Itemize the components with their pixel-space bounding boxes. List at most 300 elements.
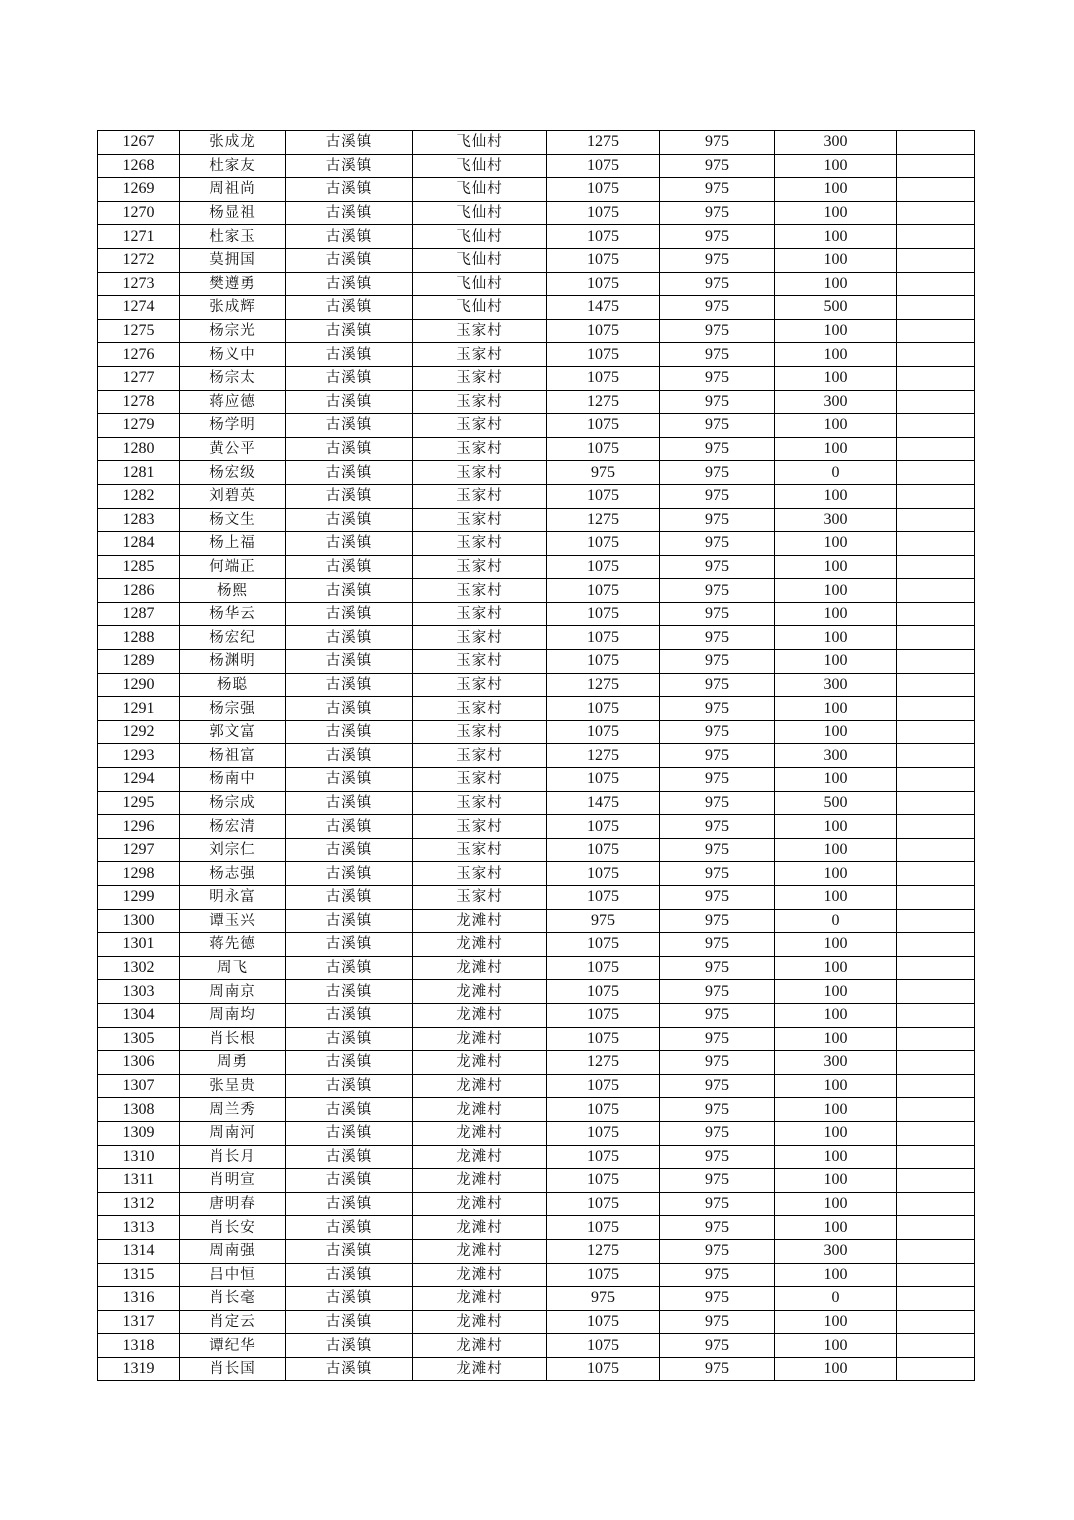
row-number-cell: 1287 [98,602,180,626]
row-number-cell: 1267 [98,131,180,155]
table-row [98,1239,975,1263]
amount-difference-cell: 0 [775,1287,897,1311]
remarks-cell [897,1051,975,1075]
village-cell: 龙滩村 [413,1263,547,1287]
row-number-cell: 1295 [98,791,180,815]
remarks-cell [897,1121,975,1145]
village-cell: 玉家村 [413,461,547,485]
amount-base-cell: 975 [660,673,775,697]
village-cell: 玉家村 [413,791,547,815]
row-number-cell: 1272 [98,248,180,272]
town-cell: 古溪镇 [286,343,413,367]
amount-base-cell: 975 [660,697,775,721]
person-name-cell: 肖明宣 [180,1169,286,1193]
amount-total-cell: 1075 [547,1310,660,1334]
amount-base-cell: 975 [660,602,775,626]
town-cell: 古溪镇 [286,1357,413,1381]
village-cell: 龙滩村 [413,1121,547,1145]
remarks-cell [897,956,975,980]
amount-total-cell: 1075 [547,178,660,202]
amount-base-cell: 975 [660,626,775,650]
table-row [98,414,975,438]
amount-difference-cell: 100 [775,366,897,390]
village-cell: 龙滩村 [413,909,547,933]
table-row [98,178,975,202]
amount-total-cell: 1075 [547,1121,660,1145]
village-cell: 龙滩村 [413,1145,547,1169]
person-name-cell: 刘宗仁 [180,838,286,862]
row-number-cell: 1290 [98,673,180,697]
amount-total-cell: 1075 [547,1027,660,1051]
amount-difference-cell: 100 [775,272,897,296]
amount-total-cell: 1075 [547,225,660,249]
amount-difference-cell: 100 [775,248,897,272]
village-cell: 龙滩村 [413,1239,547,1263]
person-name-cell: 杨聪 [180,673,286,697]
row-number-cell: 1283 [98,508,180,532]
village-cell: 飞仙村 [413,154,547,178]
person-name-cell: 周祖尚 [180,178,286,202]
amount-difference-cell: 100 [775,1192,897,1216]
table-row [98,1169,975,1193]
amount-total-cell: 1075 [547,862,660,886]
amount-base-cell: 975 [660,768,775,792]
amount-total-cell: 1075 [547,650,660,674]
amount-base-cell: 975 [660,1074,775,1098]
town-cell: 古溪镇 [286,296,413,320]
remarks-cell [897,461,975,485]
amount-base-cell: 975 [660,744,775,768]
town-cell: 古溪镇 [286,909,413,933]
town-cell: 古溪镇 [286,555,413,579]
table-row [98,602,975,626]
table-row [98,956,975,980]
town-cell: 古溪镇 [286,1239,413,1263]
person-name-cell: 肖长毫 [180,1287,286,1311]
amount-difference-cell: 100 [775,1216,897,1240]
amount-difference-cell: 100 [775,1145,897,1169]
amount-base-cell: 975 [660,1169,775,1193]
town-cell: 古溪镇 [286,579,413,603]
row-number-cell: 1314 [98,1239,180,1263]
person-name-cell: 杨显祖 [180,201,286,225]
amount-difference-cell: 100 [775,484,897,508]
remarks-cell [897,1003,975,1027]
row-number-cell: 1284 [98,532,180,556]
person-name-cell: 肖长月 [180,1145,286,1169]
remarks-cell [897,555,975,579]
village-cell: 玉家村 [413,720,547,744]
amount-difference-cell: 100 [775,1357,897,1381]
village-cell: 玉家村 [413,838,547,862]
table-row [98,1357,975,1381]
village-cell: 龙滩村 [413,956,547,980]
village-cell: 玉家村 [413,414,547,438]
town-cell: 古溪镇 [286,1192,413,1216]
person-name-cell: 杨志强 [180,862,286,886]
remarks-cell [897,296,975,320]
table-row [98,484,975,508]
town-cell: 古溪镇 [286,980,413,1004]
amount-total-cell: 1475 [547,791,660,815]
person-name-cell: 杨宗光 [180,319,286,343]
person-name-cell: 肖长安 [180,1216,286,1240]
table-row [98,768,975,792]
village-cell: 龙滩村 [413,1192,547,1216]
amount-total-cell: 1075 [547,980,660,1004]
town-cell: 古溪镇 [286,390,413,414]
person-name-cell: 周南京 [180,980,286,1004]
amount-difference-cell: 100 [775,1310,897,1334]
table-row [98,933,975,957]
town-cell: 古溪镇 [286,437,413,461]
person-name-cell: 莫拥国 [180,248,286,272]
person-name-cell: 周南强 [180,1239,286,1263]
amount-difference-cell: 100 [775,720,897,744]
village-cell: 玉家村 [413,602,547,626]
amount-difference-cell: 100 [775,532,897,556]
row-number-cell: 1278 [98,390,180,414]
person-name-cell: 刘碧英 [180,484,286,508]
remarks-cell [897,886,975,910]
row-number-cell: 1305 [98,1027,180,1051]
remarks-cell [897,626,975,650]
amount-difference-cell: 100 [775,1074,897,1098]
table-row [98,296,975,320]
row-number-cell: 1312 [98,1192,180,1216]
remarks-cell [897,437,975,461]
amount-difference-cell: 300 [775,131,897,155]
remarks-cell [897,1169,975,1193]
village-cell: 龙滩村 [413,1310,547,1334]
amount-base-cell: 975 [660,1003,775,1027]
town-cell: 古溪镇 [286,673,413,697]
amount-base-cell: 975 [660,272,775,296]
person-name-cell: 蒋应德 [180,390,286,414]
table-row [98,626,975,650]
town-cell: 古溪镇 [286,650,413,674]
table-row [98,815,975,839]
row-number-cell: 1293 [98,744,180,768]
town-cell: 古溪镇 [286,886,413,910]
village-cell: 龙滩村 [413,980,547,1004]
amount-total-cell: 1075 [547,1334,660,1358]
amount-difference-cell: 100 [775,650,897,674]
town-cell: 古溪镇 [286,248,413,272]
amount-total-cell: 1275 [547,744,660,768]
town-cell: 古溪镇 [286,319,413,343]
remarks-cell [897,1098,975,1122]
remarks-cell [897,1216,975,1240]
village-cell: 玉家村 [413,886,547,910]
amount-total-cell: 1075 [547,437,660,461]
amount-total-cell: 1075 [547,201,660,225]
town-cell: 古溪镇 [286,862,413,886]
remarks-cell [897,650,975,674]
table-row [98,390,975,414]
remarks-cell [897,862,975,886]
amount-total-cell: 1275 [547,131,660,155]
amount-base-cell: 975 [660,1334,775,1358]
row-number-cell: 1289 [98,650,180,674]
table-row [98,697,975,721]
town-cell: 古溪镇 [286,933,413,957]
person-name-cell: 杜家友 [180,154,286,178]
town-cell: 古溪镇 [286,1098,413,1122]
town-cell: 古溪镇 [286,1263,413,1287]
table-row [98,1287,975,1311]
row-number-cell: 1281 [98,461,180,485]
amount-base-cell: 975 [660,1027,775,1051]
amount-total-cell: 975 [547,461,660,485]
person-name-cell: 杨祖富 [180,744,286,768]
village-cell: 玉家村 [413,343,547,367]
amount-base-cell: 975 [660,1239,775,1263]
table-row [98,1334,975,1358]
village-cell: 飞仙村 [413,248,547,272]
town-cell: 古溪镇 [286,508,413,532]
town-cell: 古溪镇 [286,414,413,438]
table-row [98,225,975,249]
amount-base-cell: 975 [660,815,775,839]
table-row [98,1216,975,1240]
remarks-cell [897,1239,975,1263]
person-name-cell: 吕中恒 [180,1263,286,1287]
remarks-cell [897,319,975,343]
remarks-cell [897,178,975,202]
remarks-cell [897,1287,975,1311]
person-name-cell: 周南均 [180,1003,286,1027]
amount-difference-cell: 100 [775,414,897,438]
amount-base-cell: 975 [660,1263,775,1287]
amount-base-cell: 975 [660,791,775,815]
village-cell: 玉家村 [413,319,547,343]
amount-total-cell: 1075 [547,1169,660,1193]
amount-difference-cell: 300 [775,1239,897,1263]
village-cell: 玉家村 [413,437,547,461]
row-number-cell: 1268 [98,154,180,178]
person-name-cell: 杨上福 [180,532,286,556]
row-number-cell: 1279 [98,414,180,438]
row-number-cell: 1285 [98,555,180,579]
remarks-cell [897,1263,975,1287]
amount-difference-cell: 100 [775,1334,897,1358]
row-number-cell: 1316 [98,1287,180,1311]
amount-total-cell: 975 [547,909,660,933]
person-name-cell: 肖定云 [180,1310,286,1334]
town-cell: 古溪镇 [286,201,413,225]
town-cell: 古溪镇 [286,697,413,721]
amount-total-cell: 1075 [547,1263,660,1287]
amount-total-cell: 1075 [547,886,660,910]
table-row [98,272,975,296]
amount-base-cell: 975 [660,508,775,532]
person-name-cell: 杨熙 [180,579,286,603]
person-name-cell: 张呈贵 [180,1074,286,1098]
table-row [98,508,975,532]
person-name-cell: 张成辉 [180,296,286,320]
town-cell: 古溪镇 [286,225,413,249]
remarks-cell [897,697,975,721]
table-row [98,555,975,579]
amount-total-cell: 1075 [547,815,660,839]
amount-difference-cell: 100 [775,579,897,603]
person-name-cell: 杨文生 [180,508,286,532]
row-number-cell: 1296 [98,815,180,839]
amount-difference-cell: 100 [775,815,897,839]
amount-total-cell: 1075 [547,602,660,626]
amount-base-cell: 975 [660,933,775,957]
village-cell: 龙滩村 [413,933,547,957]
amount-difference-cell: 100 [775,933,897,957]
row-number-cell: 1280 [98,437,180,461]
row-number-cell: 1311 [98,1169,180,1193]
amount-total-cell: 1075 [547,768,660,792]
amount-total-cell: 1075 [547,154,660,178]
row-number-cell: 1304 [98,1003,180,1027]
amount-total-cell: 1275 [547,1051,660,1075]
amount-difference-cell: 100 [775,225,897,249]
amount-difference-cell: 100 [775,319,897,343]
row-number-cell: 1288 [98,626,180,650]
amount-total-cell: 1075 [547,579,660,603]
person-name-cell: 周兰秀 [180,1098,286,1122]
remarks-cell [897,602,975,626]
table-row [98,838,975,862]
table-row [98,862,975,886]
table-row [98,673,975,697]
town-cell: 古溪镇 [286,1169,413,1193]
row-number-cell: 1276 [98,343,180,367]
table-row [98,154,975,178]
person-name-cell: 张成龙 [180,131,286,155]
amount-total-cell: 1075 [547,1357,660,1381]
town-cell: 古溪镇 [286,1003,413,1027]
amount-base-cell: 975 [660,1310,775,1334]
person-name-cell: 杨宗成 [180,791,286,815]
amount-total-cell: 1075 [547,933,660,957]
town-cell: 古溪镇 [286,791,413,815]
row-number-cell: 1297 [98,838,180,862]
row-number-cell: 1291 [98,697,180,721]
village-cell: 玉家村 [413,815,547,839]
village-cell: 龙滩村 [413,1334,547,1358]
amount-base-cell: 975 [660,838,775,862]
amount-difference-cell: 0 [775,909,897,933]
amount-difference-cell: 100 [775,862,897,886]
town-cell: 古溪镇 [286,838,413,862]
table-body [98,131,975,1381]
remarks-cell [897,390,975,414]
town-cell: 古溪镇 [286,1334,413,1358]
table-row [98,461,975,485]
village-cell: 飞仙村 [413,201,547,225]
amount-base-cell: 975 [660,1192,775,1216]
person-name-cell: 谭玉兴 [180,909,286,933]
table-row [98,1121,975,1145]
village-cell: 玉家村 [413,862,547,886]
remarks-cell [897,980,975,1004]
amount-difference-cell: 100 [775,886,897,910]
person-name-cell: 何端正 [180,555,286,579]
village-cell: 龙滩村 [413,1027,547,1051]
amount-base-cell: 975 [660,1098,775,1122]
table-row [98,343,975,367]
amount-base-cell: 975 [660,1051,775,1075]
village-cell: 玉家村 [413,579,547,603]
village-cell: 飞仙村 [413,178,547,202]
remarks-cell [897,720,975,744]
amount-difference-cell: 100 [775,1003,897,1027]
amount-total-cell: 1275 [547,1239,660,1263]
amount-difference-cell: 300 [775,1051,897,1075]
table-row [98,1003,975,1027]
town-cell: 古溪镇 [286,1074,413,1098]
amount-base-cell: 975 [660,343,775,367]
amount-base-cell: 975 [660,532,775,556]
remarks-cell [897,414,975,438]
row-number-cell: 1309 [98,1121,180,1145]
person-name-cell: 谭纪华 [180,1334,286,1358]
amount-total-cell: 1075 [547,484,660,508]
row-number-cell: 1270 [98,201,180,225]
table-row [98,201,975,225]
amount-difference-cell: 100 [775,1121,897,1145]
remarks-cell [897,1145,975,1169]
town-cell: 古溪镇 [286,1216,413,1240]
row-number-cell: 1292 [98,720,180,744]
amount-difference-cell: 100 [775,980,897,1004]
town-cell: 古溪镇 [286,602,413,626]
amount-difference-cell: 100 [775,602,897,626]
row-number-cell: 1300 [98,909,180,933]
amount-total-cell: 1475 [547,296,660,320]
row-number-cell: 1319 [98,1357,180,1381]
amount-difference-cell: 300 [775,744,897,768]
amount-base-cell: 975 [660,956,775,980]
amount-total-cell: 1275 [547,390,660,414]
person-name-cell: 杨华云 [180,602,286,626]
village-cell: 龙滩村 [413,1098,547,1122]
town-cell: 古溪镇 [286,484,413,508]
amount-total-cell: 1075 [547,343,660,367]
amount-total-cell: 1075 [547,956,660,980]
amount-total-cell: 1075 [547,414,660,438]
amount-total-cell: 1075 [547,555,660,579]
village-cell: 飞仙村 [413,131,547,155]
person-name-cell: 樊遵勇 [180,272,286,296]
row-number-cell: 1299 [98,886,180,910]
village-cell: 飞仙村 [413,225,547,249]
person-name-cell: 杨义中 [180,343,286,367]
table-row [98,791,975,815]
person-name-cell: 杨渊明 [180,650,286,674]
village-cell: 龙滩村 [413,1357,547,1381]
remarks-cell [897,1357,975,1381]
amount-difference-cell: 500 [775,791,897,815]
amount-difference-cell: 100 [775,1169,897,1193]
row-number-cell: 1315 [98,1263,180,1287]
remarks-cell [897,1192,975,1216]
person-name-cell: 周南河 [180,1121,286,1145]
amount-total-cell: 1075 [547,1145,660,1169]
row-number-cell: 1274 [98,296,180,320]
amount-difference-cell: 300 [775,390,897,414]
town-cell: 古溪镇 [286,154,413,178]
amount-total-cell: 1275 [547,673,660,697]
remarks-cell [897,508,975,532]
amount-difference-cell: 100 [775,697,897,721]
